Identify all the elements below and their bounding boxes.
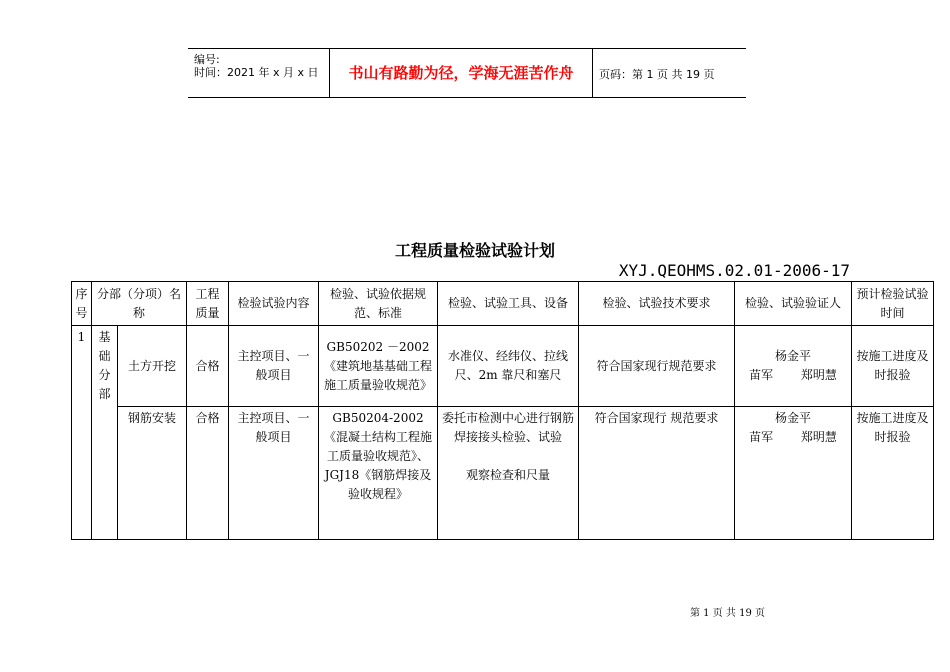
seq-cell: 1 bbox=[72, 326, 92, 540]
header-division-name: 分部（分项）名称 bbox=[92, 282, 187, 326]
header-seq: 序号 bbox=[72, 282, 92, 326]
header-tools: 检验、试验工具、设备 bbox=[438, 282, 579, 326]
header-time: 预计检验试验时间 bbox=[852, 282, 934, 326]
document-number: XYJ.QEOHMS.02.01-2006-17 bbox=[618, 261, 850, 280]
motto: 书山有路勤为径，学海无涯苦作舟 bbox=[348, 64, 574, 82]
standard-cell: GB50204-2002《混凝土结构工程施工质量验收规范》、JGJ18《钢筋焊接及验收规程》 bbox=[319, 407, 438, 540]
tools-cell bbox=[438, 407, 579, 540]
page-label: 页码：第 1 页 共 19 页 bbox=[599, 68, 715, 81]
header-standard: 检验、试验依据规范、标准 bbox=[319, 282, 438, 326]
document-header bbox=[188, 48, 746, 98]
time-cell: 按施工进度及时报验 bbox=[852, 407, 934, 540]
header-info-cell bbox=[188, 49, 330, 97]
table-row bbox=[72, 326, 934, 407]
table-header-row bbox=[72, 282, 934, 326]
header-content: 检验试验内容 bbox=[229, 282, 319, 326]
verifier-line: 苗军 郑明慧 bbox=[749, 430, 837, 444]
verifier-line: 杨金平 bbox=[775, 411, 812, 425]
header-requirement: 检验、试验技术要求 bbox=[579, 282, 735, 326]
content-cell: 主控项目、一般项目 bbox=[229, 407, 319, 540]
tools-extra-text: 观察检查和尺量 bbox=[466, 468, 551, 482]
division-cell: 基础分部 bbox=[92, 326, 118, 540]
quality-cell: 合格 bbox=[187, 407, 229, 540]
tools-cell: 水准仪、经纬仪、拉线尺、2m 靠尺和塞尺 bbox=[438, 326, 579, 407]
page-footer: 第 1 页 共 19 页 bbox=[690, 608, 765, 619]
verifier-line: 苗军 郑明慧 bbox=[749, 368, 837, 382]
header-motto-cell bbox=[330, 49, 593, 97]
table-row bbox=[72, 407, 934, 540]
verifier-cell bbox=[735, 326, 852, 407]
content-cell: 主控项目、一般项目 bbox=[229, 326, 319, 407]
verifier-cell bbox=[735, 407, 852, 540]
header-quality: 工程质量 bbox=[187, 282, 229, 326]
requirement-cell: 符合国家现行规范要求 bbox=[579, 326, 735, 407]
requirement-cell: 符合国家现行 规范要求 bbox=[579, 407, 735, 540]
tools-text: 委托市检测中心进行钢筋焊接接头检验、试验 bbox=[442, 411, 575, 444]
inspection-plan-table bbox=[71, 281, 934, 540]
time-label: 时间：2021 年 x 月 x 日 bbox=[194, 66, 319, 79]
item-name-cell: 钢筋安装 bbox=[118, 407, 187, 540]
standard-cell: GB50202 －2002《建筑地基基础工程施工质量验收规范》 bbox=[319, 326, 438, 407]
verifier-line: 杨金平 bbox=[775, 349, 812, 363]
header-page-cell bbox=[593, 49, 746, 97]
time-cell: 按施工进度及时报验 bbox=[852, 326, 934, 407]
quality-cell: 合格 bbox=[187, 326, 229, 407]
item-name-cell: 土方开挖 bbox=[118, 326, 187, 407]
header-verifier: 检验、试验验证人 bbox=[735, 282, 852, 326]
number-label: 编号: bbox=[194, 53, 220, 66]
page-title: 工程质量检验试验计划 bbox=[394, 241, 555, 260]
